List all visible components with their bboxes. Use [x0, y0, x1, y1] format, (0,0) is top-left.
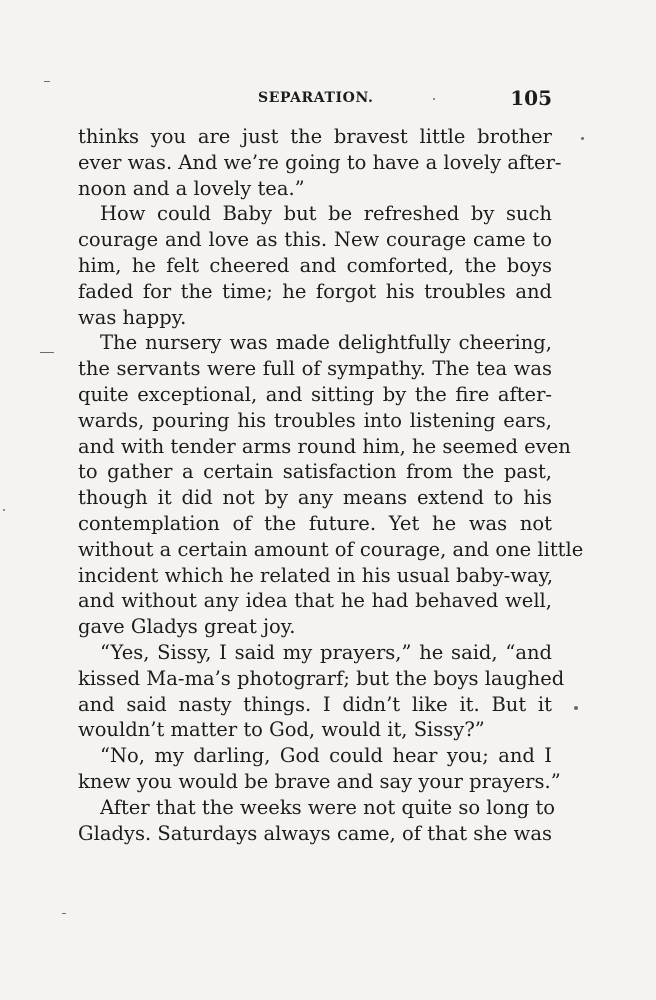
text-line: though it did not by any means extend to his	[78, 486, 552, 510]
text-line: the servants were full of sympathy. The tea was	[78, 357, 552, 381]
text-line: was happy.	[78, 305, 187, 329]
text-line: and with tender arms round him, he seemed even	[78, 434, 571, 458]
text-line: incident which he related in his usual baby-way,	[78, 563, 554, 587]
text-line: and said nasty things. I didn’t like it. But it	[78, 692, 552, 716]
text-line: knew you would be brave and say your prayers.”	[78, 769, 561, 793]
text-line: him, he felt cheered and comforted, the boys	[78, 253, 552, 277]
paper-speck	[40, 352, 54, 353]
paper-speck	[433, 98, 435, 100]
text-line: “No, my darling, God could hear you; and I	[100, 744, 552, 768]
paper-speck	[581, 137, 584, 140]
text-line: quite exceptional, and sitting by the fire after-	[78, 382, 552, 406]
text-line: thinks you are just the bravest little brother	[78, 125, 552, 148]
text-line: to gather a certain satisfaction from the past,	[78, 460, 552, 484]
text-line: and without any idea that he had behaved well,	[78, 589, 552, 613]
text-line: How could Baby but be refreshed by such	[100, 202, 552, 226]
text-line: The nursery was made delightfully cheering,	[100, 331, 552, 355]
text-line: After that the weeks were not quite so long to	[100, 795, 556, 819]
running-head	[78, 86, 552, 110]
text-line: gave Gladys great joy.	[78, 615, 296, 639]
text-line: without a certain amount of courage, and one little	[78, 537, 584, 561]
text-line: wouldn’t matter to God, would it, Sissy?”	[78, 718, 485, 742]
text-line: wards, pouring his troubles into listening ears,	[78, 408, 552, 432]
text-line: faded for the time; he forgot his troubles and	[78, 279, 552, 303]
text-line: contemplation of the future. Yet he was not	[78, 511, 552, 535]
running-title: SEPARATION.	[258, 90, 374, 106]
text-line: courage and love as this. New courage came to	[78, 228, 552, 252]
text-line: kissed Ma-ma’s photograrf; but the boys laughed	[78, 666, 565, 690]
page-number: 105	[510, 86, 552, 110]
text-line: “Yes, Sissy, I said my prayers,” he said, “and	[100, 640, 552, 664]
paper-speck	[44, 81, 50, 82]
body-text	[78, 124, 584, 846]
text-line: noon and a lovely tea.”	[78, 176, 305, 200]
text-line: ever was. And we’re going to have a lovely after-	[78, 150, 562, 174]
paper-speck	[574, 706, 578, 710]
text-line: Gladys. Saturdays always came, of that she was	[78, 821, 552, 845]
paper-speck	[3, 509, 5, 511]
paper-speck	[62, 913, 66, 914]
